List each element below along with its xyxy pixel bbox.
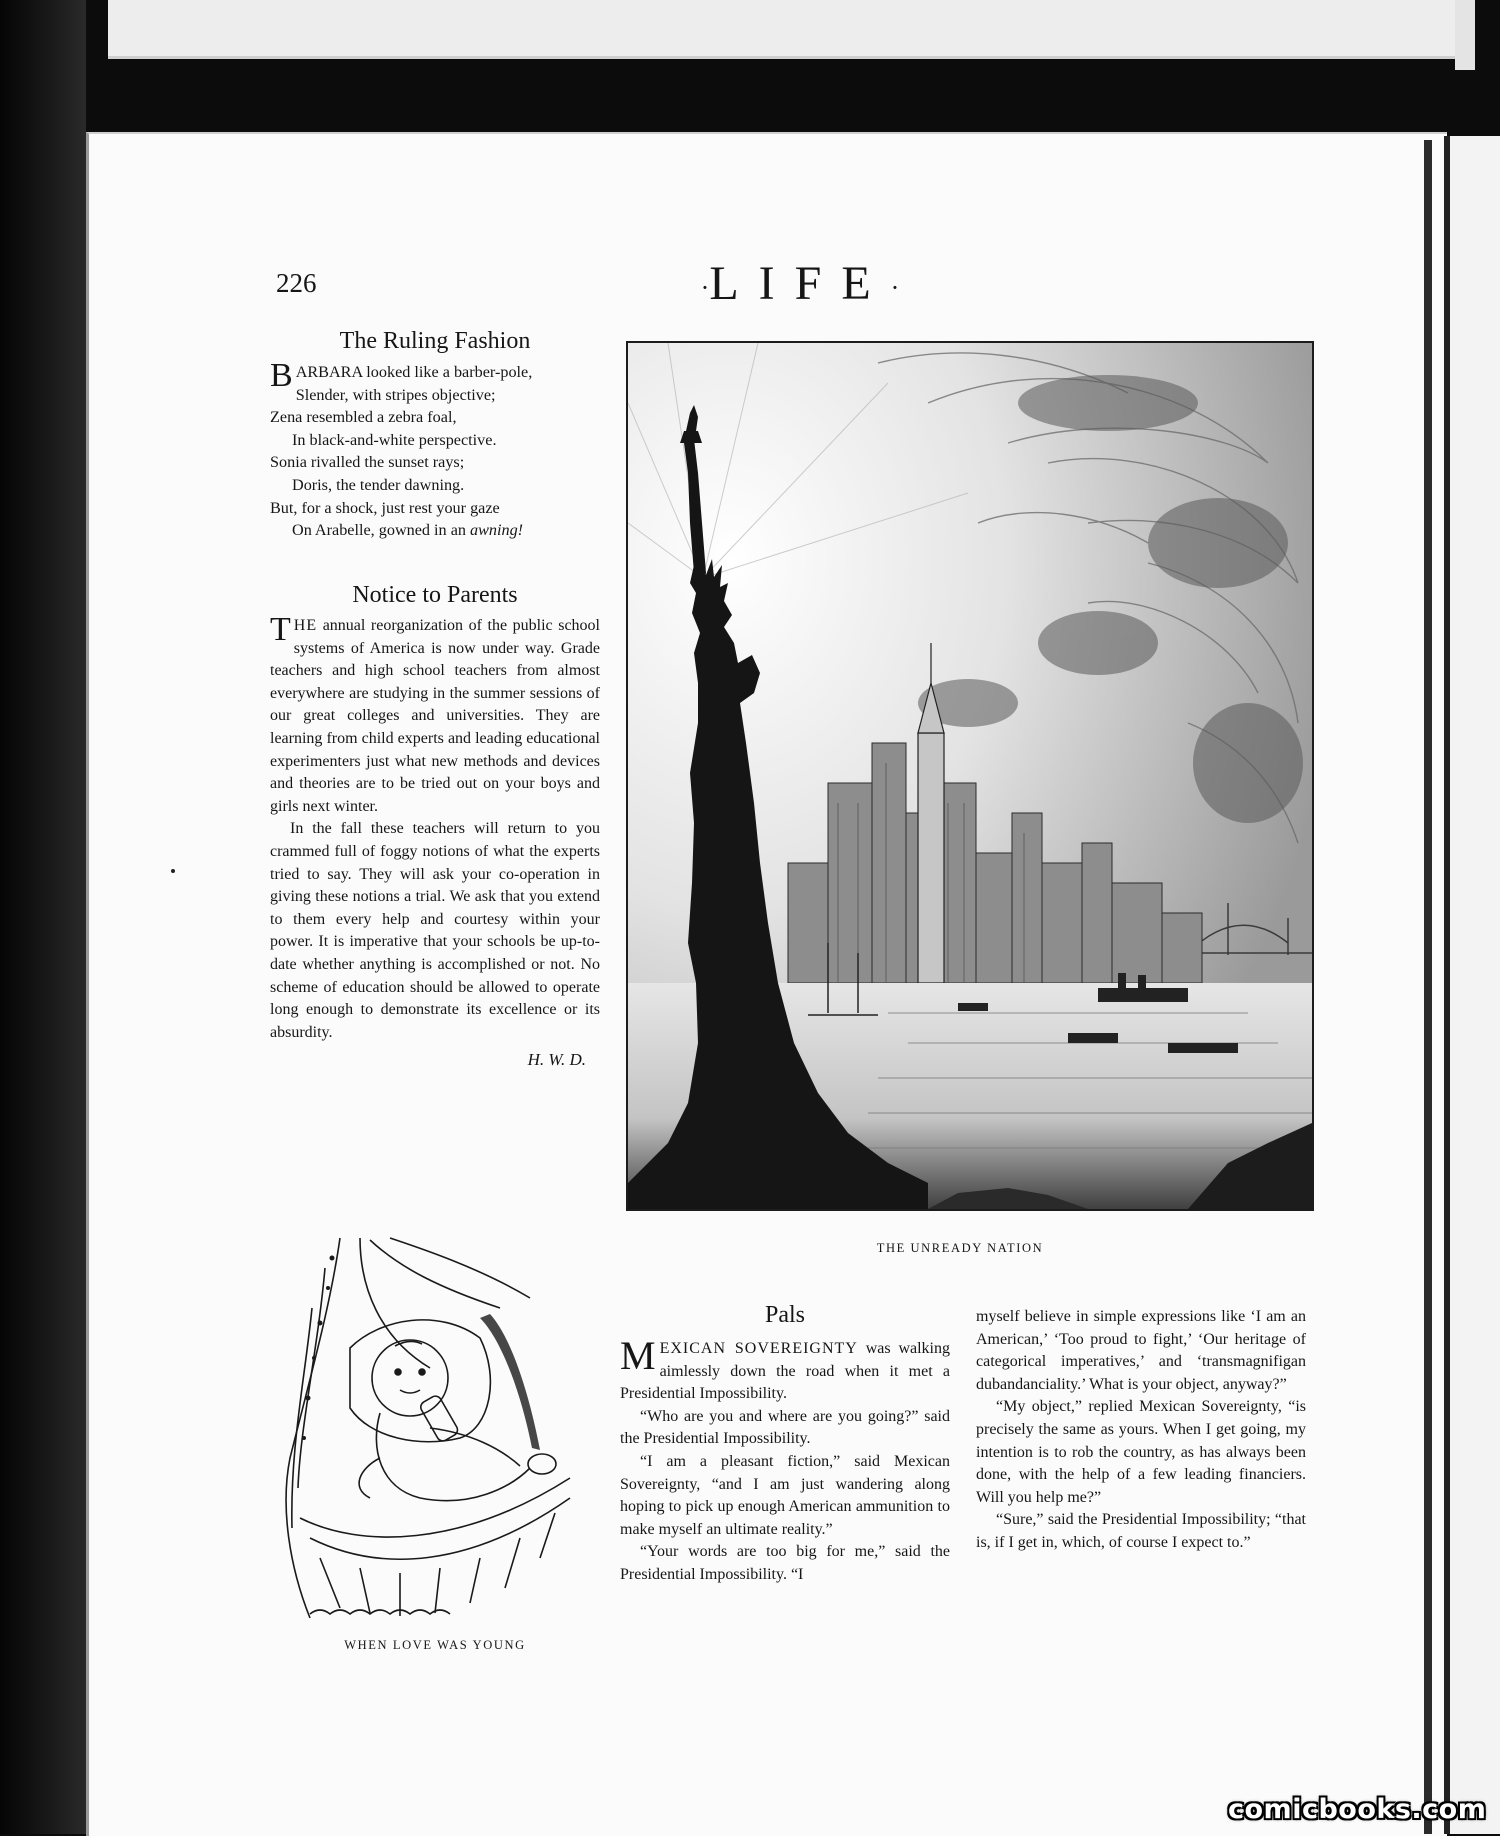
article-notice-to-parents [270, 582, 600, 1070]
site-watermark: comicbooks.com [1228, 1794, 1487, 1825]
notice-dropcap: T [270, 611, 291, 648]
page-number: 226 [276, 268, 317, 298]
scan-speck [171, 869, 175, 873]
poem-title: The Ruling Fashion [339, 328, 531, 354]
pals-column-2-paragraph-2: “My object,” replied Mexican Sovereignty, “is precisely the same as yours. When I get going, my intention is to rob the country, as has always been done, with the help of a few leading financiers. Will you help me?” [976, 1398, 1306, 1506]
pals-column-2-paragraph-3: “Sure,” said the Presidential Impossibility; “that is, if I get in, which, of course I expect to.” [976, 1511, 1306, 1551]
pals-column-1 [620, 1333, 950, 1587]
poem-line: But, for a shock, just rest your gaze [270, 498, 500, 517]
masthead-title: LIFE [709, 257, 891, 310]
next-page-edge [1444, 136, 1500, 1834]
pals-dropcap: M [620, 1333, 656, 1378]
page-gutter-line [1424, 140, 1432, 1834]
notice-paragraph-2: In the fall these teachers will return to you crammed full of foggy notions of what the experts tried to say. They will ask your co-operation in giving these notions a trial. We ask that you extend to them every help and courtesy within your power. It is imperative that your schools be up-to-date whether anything is accomplished or not. No scheme of education should be allowed to operate long enough to demonstrate its excellence or its absurdity. [270, 820, 600, 1041]
notice-first-word: HE [293, 617, 318, 634]
baby-cradle-drawing [270, 1228, 600, 1623]
masthead-dot-right: · [890, 272, 900, 302]
poem-line-last [270, 519, 600, 542]
poem-line: In black-and-white perspective. [292, 430, 497, 449]
illustration-when-love-was-young [270, 1228, 600, 1623]
pals-column-2 [976, 1306, 1306, 1555]
pals-lead-caps: EXICAN SOVEREIGNTY [659, 1340, 858, 1357]
notice-signature: H. W. D. [527, 1050, 586, 1070]
pals-paragraph-3: “I am a pleasant fiction,” said Mexican Sovereignty, “and I am just wandering along hoping to pick up enough American ammunition to make myself an ultimate reality.” [620, 1452, 950, 1538]
pals-paragraph-1 [620, 1333, 950, 1406]
illustration-unready-nation [626, 341, 1314, 1211]
notice-paragraph-1 [270, 611, 600, 818]
poem-ruling-fashion [270, 328, 600, 542]
poem-line: Zena resembled a zebra foal, [270, 408, 457, 427]
caption-when-love-was-young: WHEN LOVE WAS YOUNG [344, 1638, 526, 1652]
poem-last-line-text: On Arabelle, gowned in an [292, 521, 471, 540]
poem-body [270, 357, 600, 542]
notice-paragraph-1-text: annual reorganization of the public school systems of America is now under way. Grade teachers and high school teachers from almost everywhere are studying in the summer sessions of our great colleges and universities. They are learning from child experts and leading educational experimenters just what new methods and devices and theories are to be tried out on your boys and girls next winter. [270, 617, 600, 815]
masthead [650, 256, 950, 311]
notice-title: Notice to Parents [352, 582, 518, 608]
scan-border-left [0, 0, 86, 1834]
poem-last-line-italic: awning! [470, 521, 524, 540]
notice-body [270, 611, 600, 1044]
pals-paragraph-1-text: was walking aimlessly down the road when it met a Presidential Impossibility. [620, 1340, 950, 1403]
poem-dropcap: B [270, 357, 293, 394]
liberty-skyline-drawing [628, 343, 1312, 1209]
pals-paragraph-4: “Your words are too big for me,” said the Presidential Impossibility. “I [620, 1543, 950, 1583]
poem-line: Doris, the tender dawning. [292, 475, 465, 494]
pals-paragraph-2: “Who are you and where are you going?” said the Presidential Impossibility. [620, 1407, 950, 1448]
pals-column-2-paragraph-1: myself believe in simple expressions like ‘I am an American,’ ‘Too proud to fight,’ ‘Our heritage of categorical imperatives,’ and ‘transmagnifigan dubandanciality.’ What is your object, anyway?” [976, 1308, 1306, 1393]
pals-title: Pals [764, 1302, 805, 1328]
previous-page-corner [1455, 0, 1475, 70]
previous-page-edge [108, 0, 1460, 59]
poem-line: ARBARA looked like a barber-pole, [295, 363, 533, 381]
masthead-dot-left: · [700, 272, 710, 302]
caption-unready-nation: THE UNREADY NATION [876, 1241, 1044, 1255]
poem-line: Sonia rivalled the sunset rays; [270, 453, 465, 472]
poem-line: Slender, with stripes objective; [295, 385, 496, 404]
